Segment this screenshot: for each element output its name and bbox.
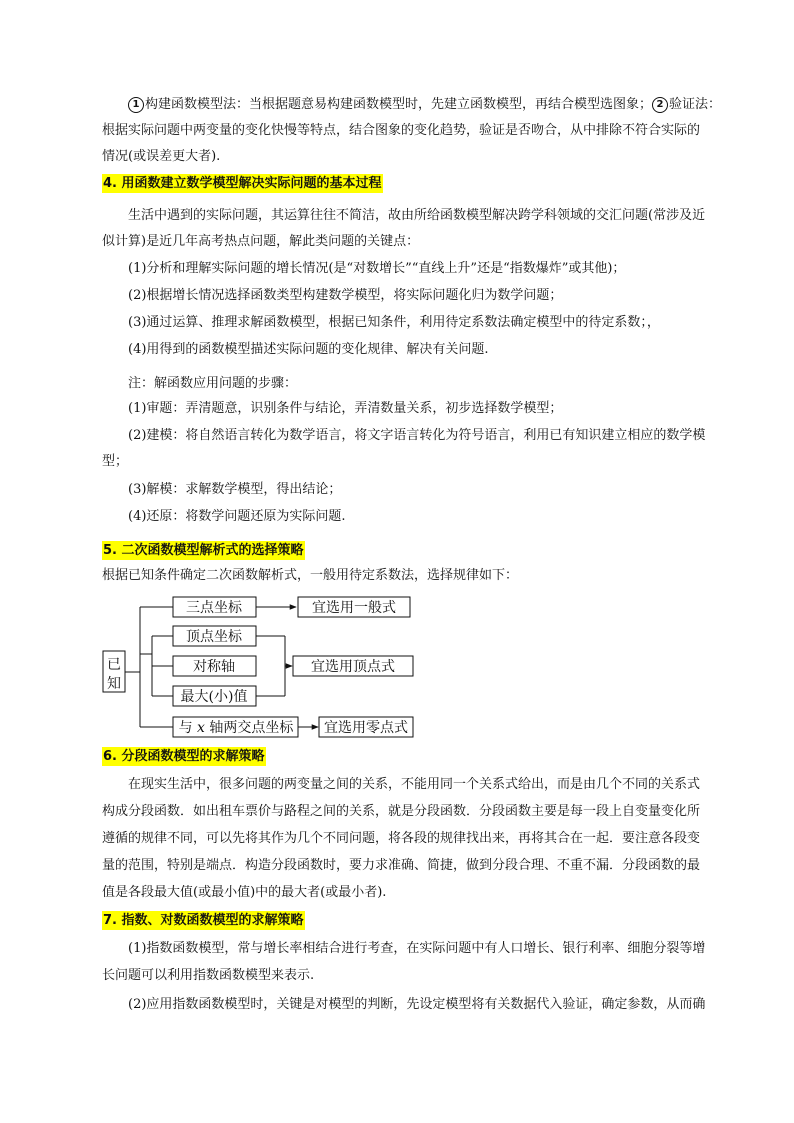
- section-6-heading: 6. 分段函数模型的求解策略: [103, 749, 265, 764]
- section-4-intro-1: 生活中遇到的实际问题，其运算往往不简洁，故由所给函数模型解决跨学科领域的交汇问题(常涉及近: [128, 208, 706, 223]
- note-step-2-cont: 型；: [102, 454, 129, 469]
- method-2-text: 验证法：: [669, 97, 722, 112]
- section-6-line-4: 量的范围，特别是端点．构造分段函数时，要力求准确、简捷，做到分段合理、不重不漏．分段函数的最: [102, 858, 701, 873]
- section-4-intro-2: 似计算)是近几年高考热点问题，解此类问题的关键点：: [102, 234, 420, 249]
- extreme-label: 最大(小)值: [180, 689, 248, 705]
- general-form-label: 宜选用一般式: [312, 600, 396, 616]
- intersect-label: 与 x 轴两交点坐标: [178, 720, 294, 736]
- method-line-2: 根据实际问题中两变量的变化快慢等特点，结合图象的变化趋势，验证是否吻合，从中排除不符合实际的: [102, 123, 701, 138]
- section-5-intro: 根据已知条件确定二次函数解析式，一般用待定系数法，选择规律如下：: [102, 568, 519, 583]
- section-7-line-1: (1)指数函数模型，常与增长率相结合进行考查，在实际问题中有人口增长、银行利率、细胞分裂等增: [128, 941, 706, 956]
- quadratic-selection-diagram: [100, 592, 430, 744]
- zero-form-label: 宜选用零点式: [324, 720, 408, 736]
- circled-number-2: 2: [652, 97, 668, 113]
- axis-label: 对称轴: [193, 659, 235, 675]
- known-char-2: 知: [107, 676, 121, 692]
- circled-number-1: 1: [128, 97, 144, 113]
- three-points-label: 三点坐标: [186, 600, 242, 616]
- note-step-3: (3)解模：求解数学模型，得出结论；: [128, 482, 342, 497]
- note-title: 注：解函数应用问题的步骤：: [128, 376, 298, 391]
- section-4-item-2: (2)根据增长情况选择函数类型构建数学模型，将实际问题化归为数学问题；: [128, 288, 563, 303]
- section-6-line-3: 遵循的规律不同，可以先将其作为几个不同问题，将各段的规律找出来，再将其合在一起．要注意各段变: [102, 831, 701, 846]
- vertex-label: 顶点坐标: [186, 629, 242, 645]
- note-step-1: (1)审题：弄清题意，识别条件与结论，弄清数量关系，初步选择数学模型；: [128, 401, 563, 416]
- vertex-form-label: 宜选用顶点式: [311, 659, 395, 675]
- section-4-heading: 4. 用函数建立数学模型解决实际问题的基本过程: [103, 176, 382, 191]
- section-6-line-2: 构成分段函数．如出租车票价与路程之间的关系，就是分段函数．分段函数主要是每一段上自变量变化所: [102, 804, 701, 819]
- section-4-item-3: (3)通过运算、推理求解函数模型，根据已知条件，利用待定系数法确定模型中的待定系数；，: [128, 315, 660, 330]
- note-step-4: (4)还原：将数学问题还原为实际问题.: [128, 509, 346, 524]
- section-4-item-4: (4)用得到的函数模型描述实际问题的变化规律、解决有关问题.: [128, 342, 489, 357]
- section-7-line-3: (2)应用指数函数模型时，关键是对模型的判断，先设定模型将有关数据代入验证，确定参数，从而确: [128, 997, 706, 1012]
- section-4-item-1: (1)分析和理解实际问题的增长情况(是“对数增长”“直线上升”还是“指数爆炸”或其他)；: [128, 261, 626, 276]
- section-5-heading: 5. 二次函数模型解析式的选择策略: [103, 543, 304, 558]
- section-6-line-5: 值是各段最大值(或最小值)中的最大者(或最小者).: [102, 885, 387, 900]
- method-1-text: 构建函数模型法：当根据题意易构建函数模型时，先建立函数模型，再结合模型选图象；: [145, 97, 653, 112]
- section-6-line-1: 在现实生活中，很多问题的两变量之间的关系，不能用同一个关系式给出，而是由几个不同的关系式: [128, 777, 701, 792]
- method-line-3: 情况(或误差更大者).: [102, 149, 221, 164]
- method-line-1: [128, 96, 721, 114]
- section-7-line-2: 长问题可以利用指数函数模型来表示.: [102, 968, 315, 983]
- section-7-heading: 7. 指数、对数函数模型的求解策略: [103, 913, 304, 928]
- known-char-1: 已: [107, 657, 121, 673]
- note-step-2: (2)建模：将自然语言转化为数学语言，将文字语言转化为符号语言，利用已有知识建立相应的数学模: [128, 428, 706, 443]
